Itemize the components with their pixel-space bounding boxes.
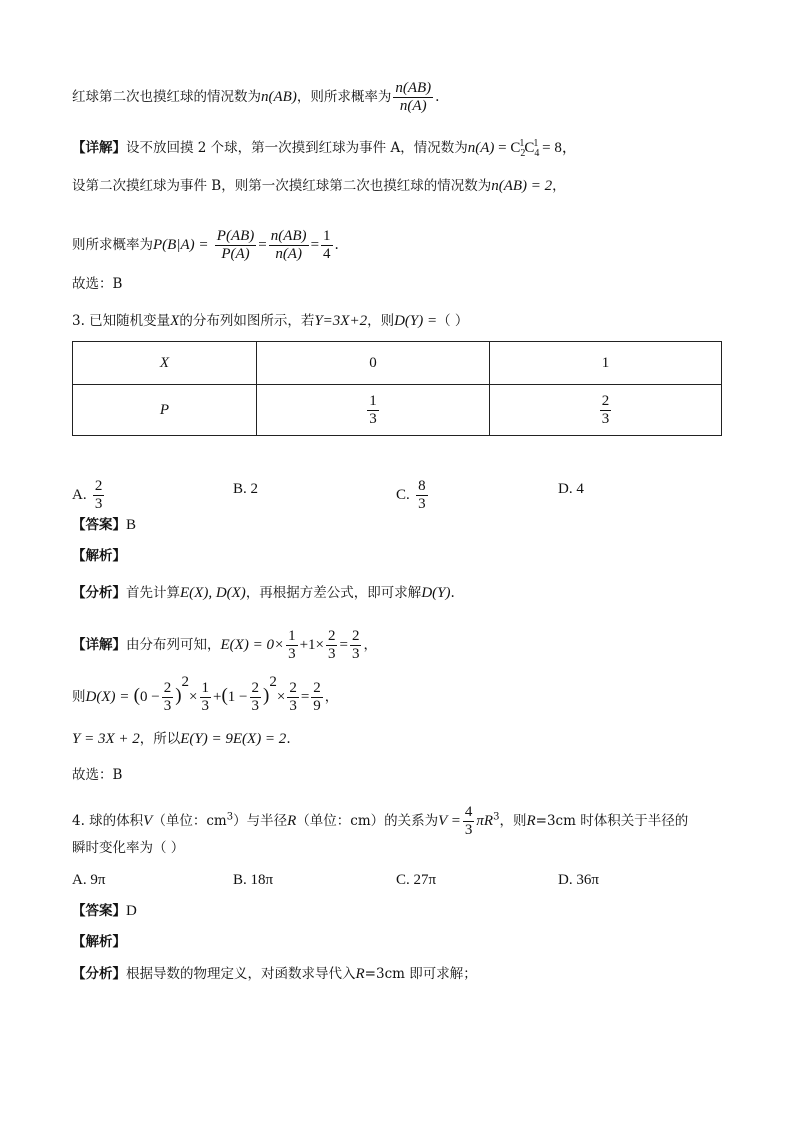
answer-line xyxy=(72,515,136,535)
text: ）与半径 xyxy=(233,813,288,829)
math-n: n xyxy=(261,89,269,105)
fraction: $\frac{1}{3}$ xyxy=(288,628,296,662)
analysis-tag: 【解析】 xyxy=(72,934,126,950)
fraction-denominator: n(A) xyxy=(275,246,302,262)
fraction-numerator: n(AB) xyxy=(395,80,432,96)
text: ，再根据方差公式，即可求解 xyxy=(245,585,422,601)
option-d: D. 4 xyxy=(558,481,584,497)
text: （单位：cm xyxy=(152,813,227,829)
math-ex: E(X) = 0× xyxy=(220,637,285,653)
fraction-denominator: n(A) xyxy=(399,98,427,114)
text: 4. 球的体积 xyxy=(72,813,144,829)
fraction xyxy=(367,393,379,428)
fraction: $\frac{2}{3}$ xyxy=(251,680,260,714)
text-line xyxy=(72,583,455,603)
analysis-tag: 【分析】 xyxy=(72,585,126,601)
fraction xyxy=(269,228,309,263)
fraction xyxy=(600,393,612,428)
text-line xyxy=(72,228,339,263)
fraction-numerator: 1 xyxy=(369,392,377,409)
table-cell: 0 xyxy=(257,342,490,385)
period: . xyxy=(286,731,291,747)
text: 故选：B xyxy=(72,767,123,783)
text: 红球第二次也摸红球的情况数为 xyxy=(72,89,261,105)
fraction-numerator: n(AB) xyxy=(270,228,307,244)
table-cell: 1 xyxy=(490,342,722,385)
combination-c: $C_4^1$ xyxy=(524,138,540,159)
text: =3cm 即可求解； xyxy=(364,966,477,982)
fraction-denominator: P(A) xyxy=(221,246,250,262)
fraction-numerator: 1 xyxy=(323,228,331,244)
period: . xyxy=(334,237,339,253)
text: 设第二次摸红球为事件 B，则第一次摸红球第二次也摸红球的情况数为 xyxy=(72,178,492,194)
text: 则 xyxy=(72,689,86,705)
analysis-heading xyxy=(72,932,126,952)
table-cell: P xyxy=(73,385,257,436)
text: （单位：cm）的关系为 xyxy=(296,813,439,829)
fraction xyxy=(393,80,433,115)
fraction: $\frac{4}{3}$ xyxy=(464,804,473,838)
text-line xyxy=(72,80,439,115)
text: 根据导数的物理定义，对函数求导代入 xyxy=(126,966,356,982)
detail-tag: 【详解】 xyxy=(72,637,126,653)
math-dy: D(Y) = xyxy=(394,313,438,329)
answer-value: D xyxy=(126,903,137,919)
table-cell: X xyxy=(73,342,257,385)
text: 3. 已知随机变量 xyxy=(72,313,171,329)
math-ey: E(Y) = 9E(X) = 2 xyxy=(180,731,287,747)
question-3 xyxy=(72,311,468,331)
fraction: $\frac{8}{3}$ xyxy=(418,478,426,512)
option-a: A. $\frac{2}{3}$ xyxy=(72,478,103,512)
text-line xyxy=(72,729,291,749)
option-c: C. 27π xyxy=(396,872,437,888)
text: 设不放回摸 2 个球，第一次摸到红球为事件 A，情况数为 xyxy=(126,140,468,156)
text-line xyxy=(72,765,122,785)
math-y: Y = 3X + 2 xyxy=(72,731,140,747)
fraction: $\frac{2}{9}$ xyxy=(313,680,321,714)
text: 瞬时变化率为（ ） xyxy=(72,840,185,856)
analysis-tag: 【解析】 xyxy=(72,548,126,564)
text: ，则 xyxy=(367,313,395,329)
distribution-table xyxy=(72,341,722,436)
text: =3cm 时体积关于半径的 xyxy=(535,813,689,829)
equals: = xyxy=(258,237,267,253)
text: 由分布列可知， xyxy=(126,637,221,653)
fraction-denominator: 4 xyxy=(323,246,331,262)
combination-c: $C_2^1$ xyxy=(510,138,526,159)
fraction-numerator: 2 xyxy=(601,392,610,409)
fraction-denominator: 3 xyxy=(369,410,377,427)
text: ，则所求概率为 xyxy=(296,89,392,105)
equals: = xyxy=(310,237,320,253)
fraction-denominator: 3 xyxy=(601,410,610,427)
math-p: P(B|A) = xyxy=(153,237,209,253)
option-b: B. 2 xyxy=(233,481,259,497)
text-line: 【详解】由分布列可知，E(X) = 0× $\frac{1}{3}$ +1× $\frac{2}{3}$ = $\frac{2}{3}$ ， xyxy=(72,628,377,662)
fraction xyxy=(215,228,256,263)
equals: = xyxy=(494,140,511,156)
fraction: $\frac{2}{3}$ xyxy=(163,680,172,714)
fraction xyxy=(321,228,333,263)
analysis-heading xyxy=(72,546,126,566)
math-ex: E(X), D(X) xyxy=(180,585,246,601)
answer-line xyxy=(72,901,137,921)
text-line xyxy=(72,838,184,858)
table-cell xyxy=(257,385,490,436)
period: . xyxy=(435,89,440,105)
text: ，所以 xyxy=(139,731,181,747)
math-dy: D(Y) xyxy=(421,585,451,601)
math-n: n xyxy=(491,178,499,194)
text-line xyxy=(72,134,577,164)
fraction: $\frac{2}{3}$ xyxy=(351,628,360,662)
text: 故选：B xyxy=(72,276,123,292)
period: . xyxy=(450,585,455,601)
math-y: Y=3X+2 xyxy=(314,313,368,329)
answer-value: B xyxy=(126,517,137,533)
text: 则所求概率为 xyxy=(72,237,153,253)
detail-tag: 【详解】 xyxy=(72,140,126,156)
text: 的分布列如图所示，若 xyxy=(179,313,315,329)
fraction: $\frac{2}{3}$ xyxy=(327,628,336,662)
text-line xyxy=(72,274,122,294)
table-cell xyxy=(490,385,722,436)
fraction: $\frac{2}{3}$ xyxy=(289,680,297,714)
text-line: 则D(X) = (0 − $\frac{2}{3}$ )$^2$× $\frac{1}{3}$ +(1 − $\frac{2}{3}$ )$^2$× $\frac{2}{3}$ = $\frac{2}{9}$ ， xyxy=(72,673,339,714)
option-a: A. 9π xyxy=(72,872,106,888)
text: 首先计算 xyxy=(126,585,180,601)
math-ab: (AB) xyxy=(268,89,297,105)
option-b: B. 18π xyxy=(233,872,274,888)
table-row xyxy=(73,342,722,385)
math-n: n xyxy=(467,140,476,156)
math-dx: D(X) = xyxy=(85,689,130,705)
option-c: C. $\frac{8}{3}$ xyxy=(396,478,426,512)
answer-tag: 【答案】 xyxy=(72,517,126,533)
analysis-tag: 【分析】 xyxy=(72,966,126,982)
answer-tag: 【答案】 xyxy=(72,903,126,919)
answer-blank: （ ） xyxy=(437,313,469,329)
fraction: $\frac{2}{3}$ xyxy=(94,478,103,512)
math-x: X xyxy=(170,313,180,329)
fraction: $\frac{1}{3}$ xyxy=(201,680,209,714)
math-ab: (AB) = 2 xyxy=(498,178,553,194)
text-line: 【分析】根据导数的物理定义，对函数求导代入R=3cm 即可求解； xyxy=(72,966,477,982)
math-a: (A) xyxy=(475,140,495,156)
option-d: D. 36π xyxy=(558,872,599,888)
text: ，则 xyxy=(499,813,527,829)
fraction-numerator: P(AB) xyxy=(216,228,255,244)
text-line xyxy=(72,176,566,196)
text: = 8， xyxy=(538,140,577,156)
text: ， xyxy=(552,178,566,194)
table-row xyxy=(73,385,722,436)
question-4: 4. 球的体积V（单位：$cm^3$）与半径R（单位：cm）的关系为V = $\frac{4}{3}$ $\pi R^3$，则R=3cm 时体积关于半径的 xyxy=(72,804,689,838)
